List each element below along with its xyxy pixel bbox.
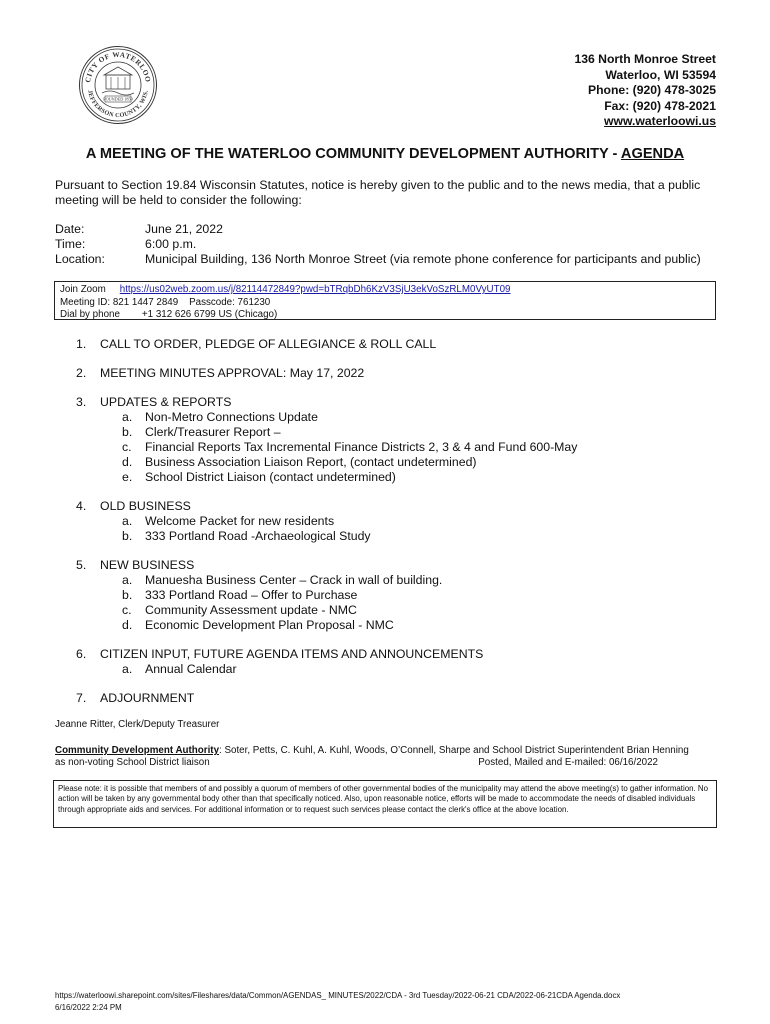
agenda-subitem-letter: d. bbox=[122, 618, 133, 632]
agenda-subitem-letter: b. bbox=[122, 425, 133, 439]
svg-text:JEFFERSON COUNTY, WIS.: JEFFERSON COUNTY, WIS. bbox=[86, 89, 150, 120]
agenda-item-title: CITIZEN INPUT, FUTURE AGENDA ITEMS AND ANNOUNCEMENTS bbox=[100, 647, 484, 661]
join-zoom-label: Join Zoom bbox=[60, 284, 106, 295]
agenda-subitem bbox=[76, 470, 726, 485]
document-footer bbox=[55, 990, 620, 1013]
liaison-note: as non-voting School District liaison bbox=[55, 757, 210, 768]
cda-label: Community Development Authority bbox=[55, 745, 220, 756]
passcode: Passcode: 761230 bbox=[189, 296, 271, 308]
date-value: June 21, 2022 bbox=[145, 222, 223, 236]
agenda-subitem-letter: a. bbox=[122, 410, 133, 424]
agenda-subitem bbox=[76, 618, 726, 633]
agenda-item-number: 5. bbox=[76, 558, 87, 572]
agenda-item bbox=[76, 499, 726, 514]
date-label: Date: bbox=[55, 222, 85, 236]
agenda-item-number: 6. bbox=[76, 647, 87, 661]
file-path: https://waterloowi.sharepoint.com/sites/Fileshares/data/Common/AGENDAS_ MINUTES/2022/CDA - 3rd Tuesday/2022-06-21 CDA/2022-06-21CDA Agenda.docx bbox=[55, 991, 621, 1000]
intro-paragraph: Pursuant to Section 19.84 Wisconsin Statutes, notice is hereby given to the public and to the news media, that a public meeting will be held to consider the following: bbox=[55, 178, 701, 207]
agenda-subitem bbox=[76, 529, 726, 544]
agenda-subitem bbox=[76, 662, 726, 677]
agenda-item-number: 2. bbox=[76, 366, 87, 380]
meeting-id: Meeting ID: 821 1447 2849 bbox=[60, 296, 179, 308]
public-notice-box: Please note: it is possible that members of and possibly a quorum of members of other governmental bodies of the municipality may attend the above meeting(s) to gather information. No action will be taken by any governmental body other than that specifically noticed. Also, upon reasonable notice, efforts will be made to accommodate the needs of disabled individuals through appropriate aids and services. For additional information or to request such services please contact the clerk's office at the above location. bbox=[53, 780, 717, 828]
agenda-subitem-text: Economic Development Plan Proposal - NMC bbox=[145, 618, 394, 632]
agenda-subitem-letter: e. bbox=[122, 470, 133, 484]
agenda-subitem bbox=[76, 588, 726, 603]
svg-text:CITY OF WATERLOO: CITY OF WATERLOO bbox=[83, 49, 153, 84]
phone-number: Phone: (920) 478-3025 bbox=[587, 83, 716, 98]
agenda-item-title: OLD BUSINESS bbox=[100, 499, 191, 513]
agenda-subitem-text: Annual Calendar bbox=[145, 662, 237, 676]
agenda-item bbox=[76, 395, 726, 410]
print-timestamp: 6/16/2022 2:24 PM bbox=[55, 1002, 122, 1012]
agenda-subitem-letter: a. bbox=[122, 514, 133, 528]
agenda-subitem-text: Community Assessment update - NMC bbox=[145, 603, 357, 617]
city-state-zip: Waterloo, WI 53594 bbox=[605, 67, 716, 82]
agenda-subitem bbox=[76, 514, 726, 529]
website-link[interactable]: www.waterloowi.us bbox=[604, 114, 716, 129]
agenda-subitem-text: Welcome Packet for new residents bbox=[145, 514, 335, 528]
clerk-signature: Jeanne Ritter, Clerk/Deputy Treasurer bbox=[55, 719, 220, 730]
location-label: Location: bbox=[55, 252, 105, 266]
meeting-details bbox=[55, 222, 701, 267]
location-value: Municipal Building, 136 North Monroe Street (via remote phone conference for participants and public) bbox=[145, 252, 701, 266]
agenda-subitem-letter: c. bbox=[122, 440, 132, 454]
agenda-list bbox=[76, 337, 726, 706]
cda-members bbox=[55, 745, 717, 769]
time-label: Time: bbox=[55, 237, 86, 251]
page-title bbox=[0, 146, 770, 162]
title-main: A MEETING OF THE WATERLOO COMMUNITY DEVELOPMENT AUTHORITY - bbox=[85, 146, 621, 162]
street-address: 136 North Monroe Street bbox=[574, 52, 716, 66]
time-value: 6:00 p.m. bbox=[145, 237, 197, 251]
agenda-subitem-letter: b. bbox=[122, 529, 133, 543]
agenda-subitem-text: 333 Portland Road – Offer to Purchase bbox=[145, 588, 358, 602]
dial-number: +1 312 626 6799 US (Chicago) bbox=[141, 309, 278, 320]
address-block bbox=[574, 52, 716, 130]
agenda-subitem-letter: c. bbox=[122, 603, 132, 617]
agenda-item-number: 4. bbox=[76, 499, 87, 513]
agenda-subitem bbox=[76, 455, 726, 470]
svg-text:FOUNDED 1859: FOUNDED 1859 bbox=[103, 96, 133, 102]
agenda-subitem-letter: a. bbox=[122, 573, 133, 587]
agenda-subitem-text: Business Association Liaison Report, (contact undetermined) bbox=[145, 455, 477, 469]
agenda-subitem-text: 333 Portland Road -Archaeological Study bbox=[145, 529, 371, 543]
agenda-subitem bbox=[76, 425, 726, 440]
agenda-subitem bbox=[76, 440, 726, 455]
agenda-subitem-letter: a. bbox=[122, 662, 133, 676]
title-agenda-word: AGENDA bbox=[620, 146, 685, 162]
agenda-subitem-letter: d. bbox=[122, 455, 133, 469]
agenda-item-title: CALL TO ORDER, PLEDGE OF ALLEGIANCE & ROLL CALL bbox=[100, 337, 437, 351]
agenda-item bbox=[76, 647, 726, 662]
agenda-item-number: 3. bbox=[76, 395, 87, 409]
zoom-info-box bbox=[54, 281, 716, 320]
agenda-item bbox=[76, 558, 726, 573]
agenda-subitem bbox=[76, 573, 726, 588]
agenda-subitem-text: Non-Metro Connections Update bbox=[145, 410, 318, 424]
agenda-subitem-text: Manuesha Business Center – Crack in wall of building. bbox=[145, 573, 443, 587]
agenda-item bbox=[76, 337, 726, 352]
agenda-subitem-text: Financial Reports Tax Incremental Finance Districts 2, 3 & 4 and Fund 600-May bbox=[145, 440, 578, 454]
posted-date: Posted, Mailed and E-mailed: 06/16/2022 bbox=[478, 757, 658, 768]
agenda-item-title: ADJOURNMENT bbox=[100, 691, 195, 705]
agenda-item-title: MEETING MINUTES APPROVAL: May 17, 2022 bbox=[100, 366, 365, 380]
cda-member-list: : Soter, Petts, C. Kuhl, A. Kuhl, Woods, O’Connell, Sharpe and School District Superintendent Brian Henning bbox=[219, 745, 689, 756]
agenda-subitem-letter: b. bbox=[122, 588, 133, 602]
agenda-item-title: NEW BUSINESS bbox=[100, 558, 195, 572]
agenda-subitem-text: School District Liaison (contact undetermined) bbox=[145, 470, 396, 484]
zoom-link[interactable]: https://us02web.zoom.us/j/82114472849?pwd=bTRqbDh6KzV3SjU3ekVoSzRLM0VyUT09 bbox=[119, 284, 511, 295]
agenda-subitem bbox=[76, 410, 726, 425]
dial-label: Dial by phone bbox=[60, 309, 120, 320]
agenda-subitem-text: Clerk/Treasurer Report – bbox=[145, 425, 281, 439]
agenda-item bbox=[76, 691, 726, 706]
fax-number: Fax: (920) 478-2021 bbox=[604, 98, 716, 113]
agenda-subitem bbox=[76, 603, 726, 618]
city-seal-logo bbox=[78, 45, 158, 125]
agenda-item-number: 7. bbox=[76, 691, 87, 705]
agenda-item-number: 1. bbox=[76, 337, 87, 351]
agenda-item bbox=[76, 366, 726, 381]
agenda-item-title: UPDATES & REPORTS bbox=[100, 395, 232, 409]
